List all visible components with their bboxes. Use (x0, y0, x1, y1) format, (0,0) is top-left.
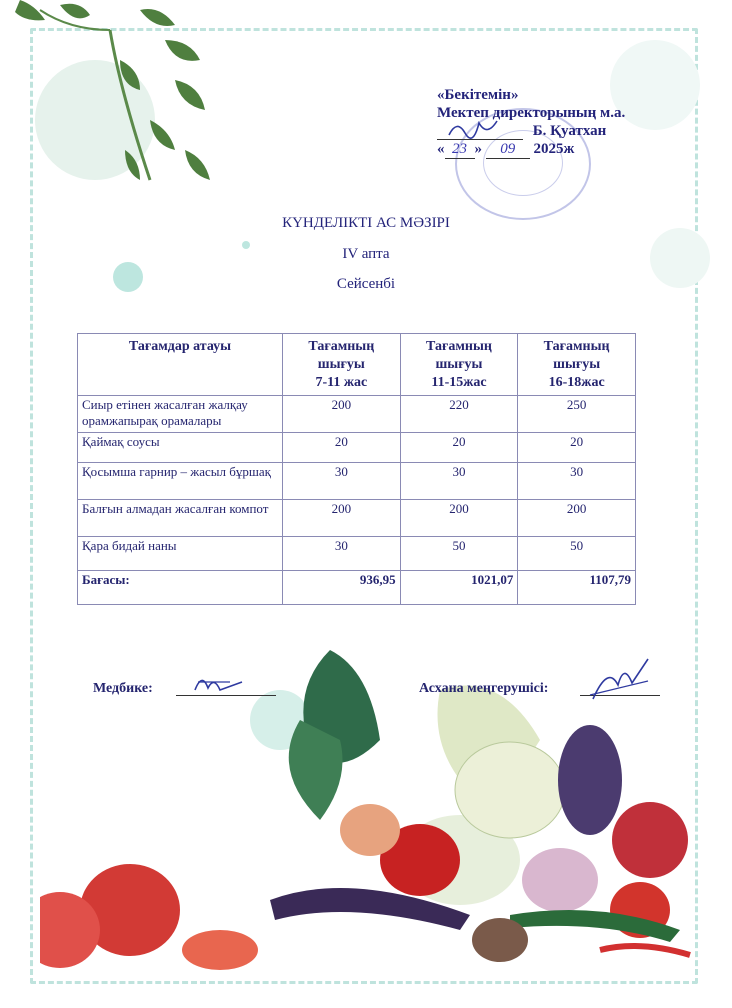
menu-title: КҮНДЕЛІКТІ АС МӘЗІРІ (282, 215, 450, 231)
approval-signatory (437, 122, 625, 140)
portion-16-18: 250 (518, 396, 636, 433)
approval-block (437, 86, 625, 159)
dish-name: Сиыр етінен жасалған жалқау орамжапырақ орамалары (78, 396, 283, 433)
dish-name: Балғын алмадан жасалған компот (78, 500, 283, 537)
dish-name: Қаймақ соусы (78, 433, 283, 463)
portion-11-15: 200 (400, 500, 518, 537)
table-total-row (78, 571, 636, 605)
day-label: Сейсенбі (336, 276, 396, 292)
portion-16-18: 50 (518, 537, 636, 571)
price-7-11: 936,95 (283, 571, 401, 605)
week-label: IV апта (342, 246, 390, 262)
header-dish-name: Тағамдар атауы (78, 334, 283, 396)
header-age-7-11: Тағамның шығуы 7-11 жас (283, 334, 401, 396)
table-row (78, 433, 636, 463)
portion-7-11: 30 (283, 537, 401, 571)
table-header-row (78, 334, 636, 396)
date-day: 23 (445, 140, 475, 159)
nurse-signature (190, 668, 250, 698)
header-age-11-15: Тағамның шығуы 11-15жас (400, 334, 518, 396)
date-year: 2025ж (533, 141, 575, 157)
header-age-16-18: Тағамның шығуы 16-18жас (518, 334, 636, 396)
portion-11-15: 30 (400, 463, 518, 500)
table-row (78, 500, 636, 537)
dish-name: Қосымша гарнир – жасыл бұршақ (78, 463, 283, 500)
portion-7-11: 200 (283, 500, 401, 537)
table-row (78, 463, 636, 500)
table-row (78, 537, 636, 571)
portion-7-11: 30 (283, 463, 401, 500)
portion-16-18: 30 (518, 463, 636, 500)
approval-position: Мектеп директорының м.а. (437, 105, 626, 121)
parsley-decoration (0, 0, 250, 200)
price-16-18: 1107,79 (518, 571, 636, 605)
menu-table (77, 333, 636, 605)
date-month: 09 (486, 140, 530, 159)
portion-7-11: 200 (283, 396, 401, 433)
portion-11-15: 50 (400, 537, 518, 571)
portion-11-15: 220 (400, 396, 518, 433)
canteen-manager-label: Асхана меңгерушісі: (419, 681, 549, 696)
approval-date: « 23 » 09 2025ж (437, 141, 575, 157)
total-label: Бағасы: (78, 571, 283, 605)
price-11-15: 1021,07 (400, 571, 518, 605)
director-signature (437, 123, 523, 140)
portion-7-11: 20 (283, 433, 401, 463)
canteen-manager-signature (588, 655, 658, 705)
table-row (78, 396, 636, 433)
dish-name: Қара бидай наны (78, 537, 283, 571)
approval-line1: «Бекітемін» (437, 87, 519, 103)
director-name: Б. Қуатхан (532, 123, 607, 139)
portion-16-18: 20 (518, 433, 636, 463)
portion-11-15: 20 (400, 433, 518, 463)
nurse-signature-label: Медбике: (93, 681, 153, 696)
portion-16-18: 200 (518, 500, 636, 537)
